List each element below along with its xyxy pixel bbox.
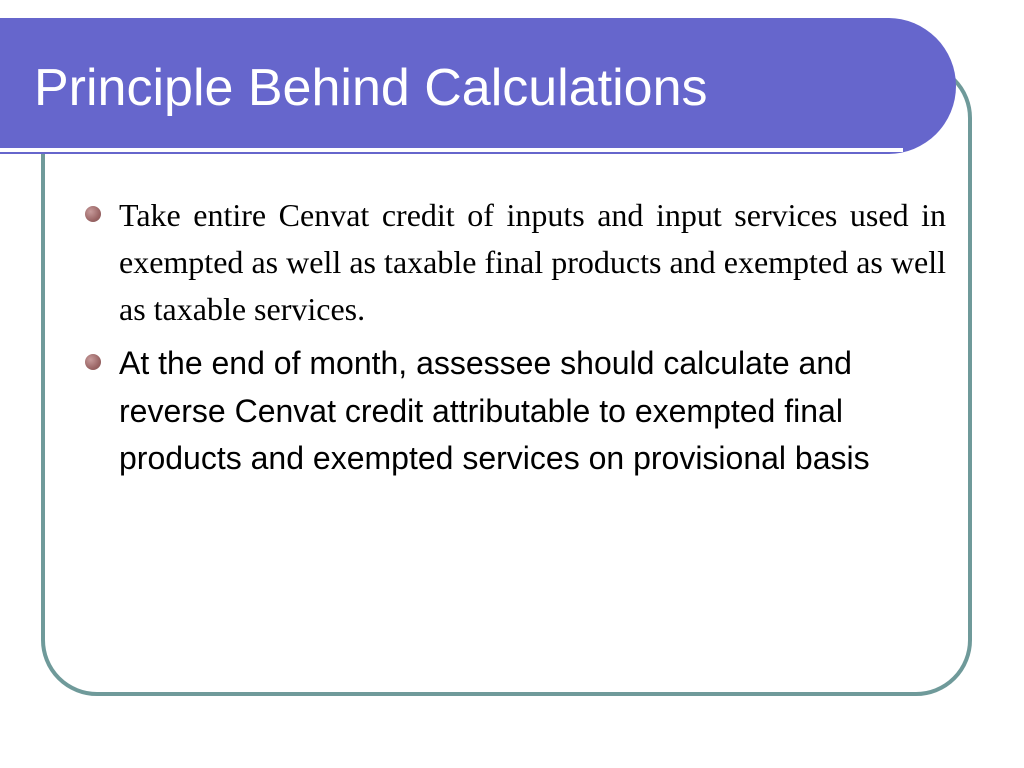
title-band [0,18,956,154]
bullet-item-cenvat-credit [80,192,946,333]
bullet-text: At the end of month, assessee should calculate and reverse Cenvat credit attributable to exempted final products and exempted services on provisional basis [119,345,870,476]
bullet-item-month-end-reversal [80,340,946,483]
bullet-list [80,192,946,483]
title-underline-rule [0,148,903,152]
slide-title: Principle Behind Calculations [34,59,708,117]
bullet-text: Take entire Cenvat credit of inputs and input services used in exempted as well as taxable final products and exempted as well as taxable services. [119,197,946,327]
bullet-dot-icon [85,206,101,222]
bullet-dot-icon [85,354,101,370]
